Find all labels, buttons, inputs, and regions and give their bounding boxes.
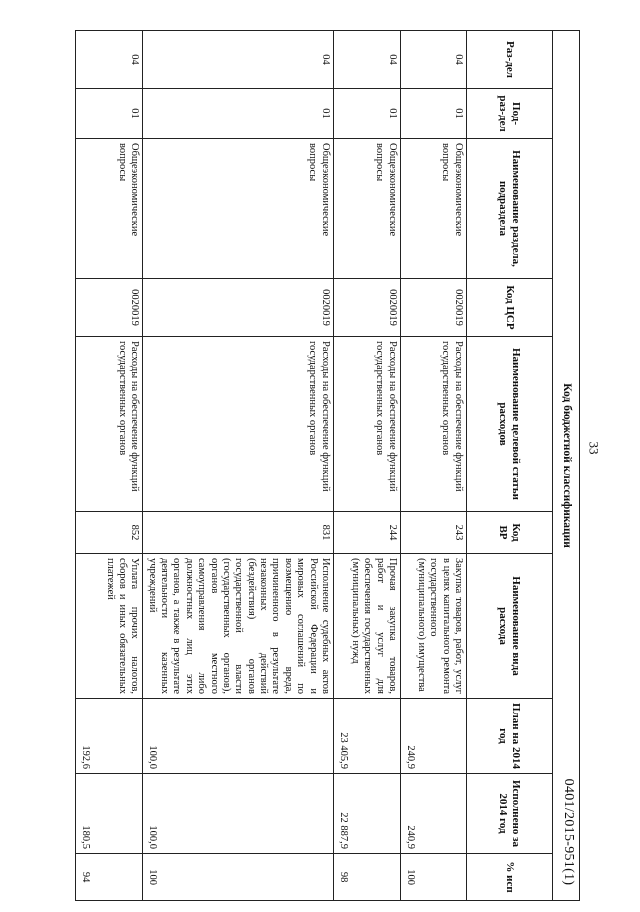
cell-csr: 0020019: [400, 279, 466, 337]
cell-fact: 240,9: [400, 774, 466, 854]
col-header-razdel: Раз-дел: [466, 31, 552, 89]
col-header-pct: % исп: [466, 854, 552, 901]
cell-podrazdel: 01: [142, 89, 333, 139]
cell-name-razdel: Общеэкономические вопросы: [400, 139, 466, 279]
cell-vr: 852: [75, 512, 142, 554]
table-row: [142, 31, 333, 901]
cell-pct: 100: [142, 854, 333, 901]
col-header-name-csr: Наименование целевой статьи расходов: [466, 337, 552, 512]
col-header-fact: Исполнено за 2014 год: [466, 774, 552, 854]
cell-name-csr: Расходы на обеспечение функций государственных органов: [75, 337, 142, 512]
cell-name-razdel: Общеэкономические вопросы: [75, 139, 142, 279]
col-header-podrazdel: Под-раз-дел: [466, 89, 552, 139]
cell-plan: 240,9: [400, 699, 466, 774]
cell-name-razdel: Общеэкономические вопросы: [333, 139, 400, 279]
cell-csr: 0020019: [142, 279, 333, 337]
cell-podrazdel: 01: [333, 89, 400, 139]
cell-razdel: 04: [142, 31, 333, 89]
cell-razdel: 04: [400, 31, 466, 89]
cell-name-csr: Расходы на обеспечение функций государственных органов: [333, 337, 400, 512]
header-row: [466, 31, 552, 901]
cell-razdel: 04: [75, 31, 142, 89]
budget-table: [75, 30, 580, 901]
cell-name-razdel: Общеэкономические вопросы: [142, 139, 333, 279]
budget-table-frame: [75, 30, 580, 900]
group-header: Код бюджетной классификации: [552, 31, 579, 901]
cell-vr: 243: [400, 512, 466, 554]
col-header-csr: Код ЦСР: [466, 279, 552, 337]
cell-csr: 0020019: [75, 279, 142, 337]
document-number: 0401/2015-951(1): [561, 778, 576, 886]
cell-pct: 100: [400, 854, 466, 901]
page-number: 33: [586, 441, 602, 455]
cell-podrazdel: 01: [400, 89, 466, 139]
col-header-plan: План на 2014 год: [466, 699, 552, 774]
cell-vr: 831: [142, 512, 333, 554]
col-header-name-vr: Наименование вида расхода: [466, 554, 552, 699]
cell-name-vr: Уплата прочих налогов, сборов и иных обязательных платежей: [75, 554, 142, 699]
cell-pct: 94: [75, 854, 142, 901]
group-header-row: [552, 31, 579, 901]
cell-name-vr: Исполнение судебных актов Российской Федерации и мировых соглашений по возмещению вреда, причиненного в результате незаконных действий (бездействия) органов государственной власти (государственных органов), органов местного самоуправления либо должностных лиц этих органов, а также в результате деятельности казенных учреждений: [142, 554, 333, 699]
cell-pct: 98: [333, 854, 400, 901]
cell-name-csr: Расходы на обеспечение функций государственных органов: [142, 337, 333, 512]
col-header-vr: Код ВР: [466, 512, 552, 554]
table-row: [400, 31, 466, 901]
cell-name-csr: Расходы на обеспечение функций государственных органов: [400, 337, 466, 512]
col-header-name-razdel: Наименование раздела, подраздела: [466, 139, 552, 279]
cell-fact: 100,0: [142, 774, 333, 854]
cell-plan: 23 405,9: [333, 699, 400, 774]
cell-plan: 192,6: [75, 699, 142, 774]
cell-fact: 22 887,9: [333, 774, 400, 854]
table-row: [75, 31, 142, 901]
cell-razdel: 04: [333, 31, 400, 89]
cell-podrazdel: 01: [75, 89, 142, 139]
cell-plan: 100,0: [142, 699, 333, 774]
cell-vr: 244: [333, 512, 400, 554]
table-row: [333, 31, 400, 901]
cell-name-vr: Закупка товаров, работ, услуг в целях капитального ремонта государственного (муниципального) имущества: [400, 554, 466, 699]
cell-csr: 0020019: [333, 279, 400, 337]
cell-name-vr: Прочая закупка товаров, работ и услуг для обеспечения государственных (муниципальных) нужд: [333, 554, 400, 699]
cell-fact: 180,5: [75, 774, 142, 854]
